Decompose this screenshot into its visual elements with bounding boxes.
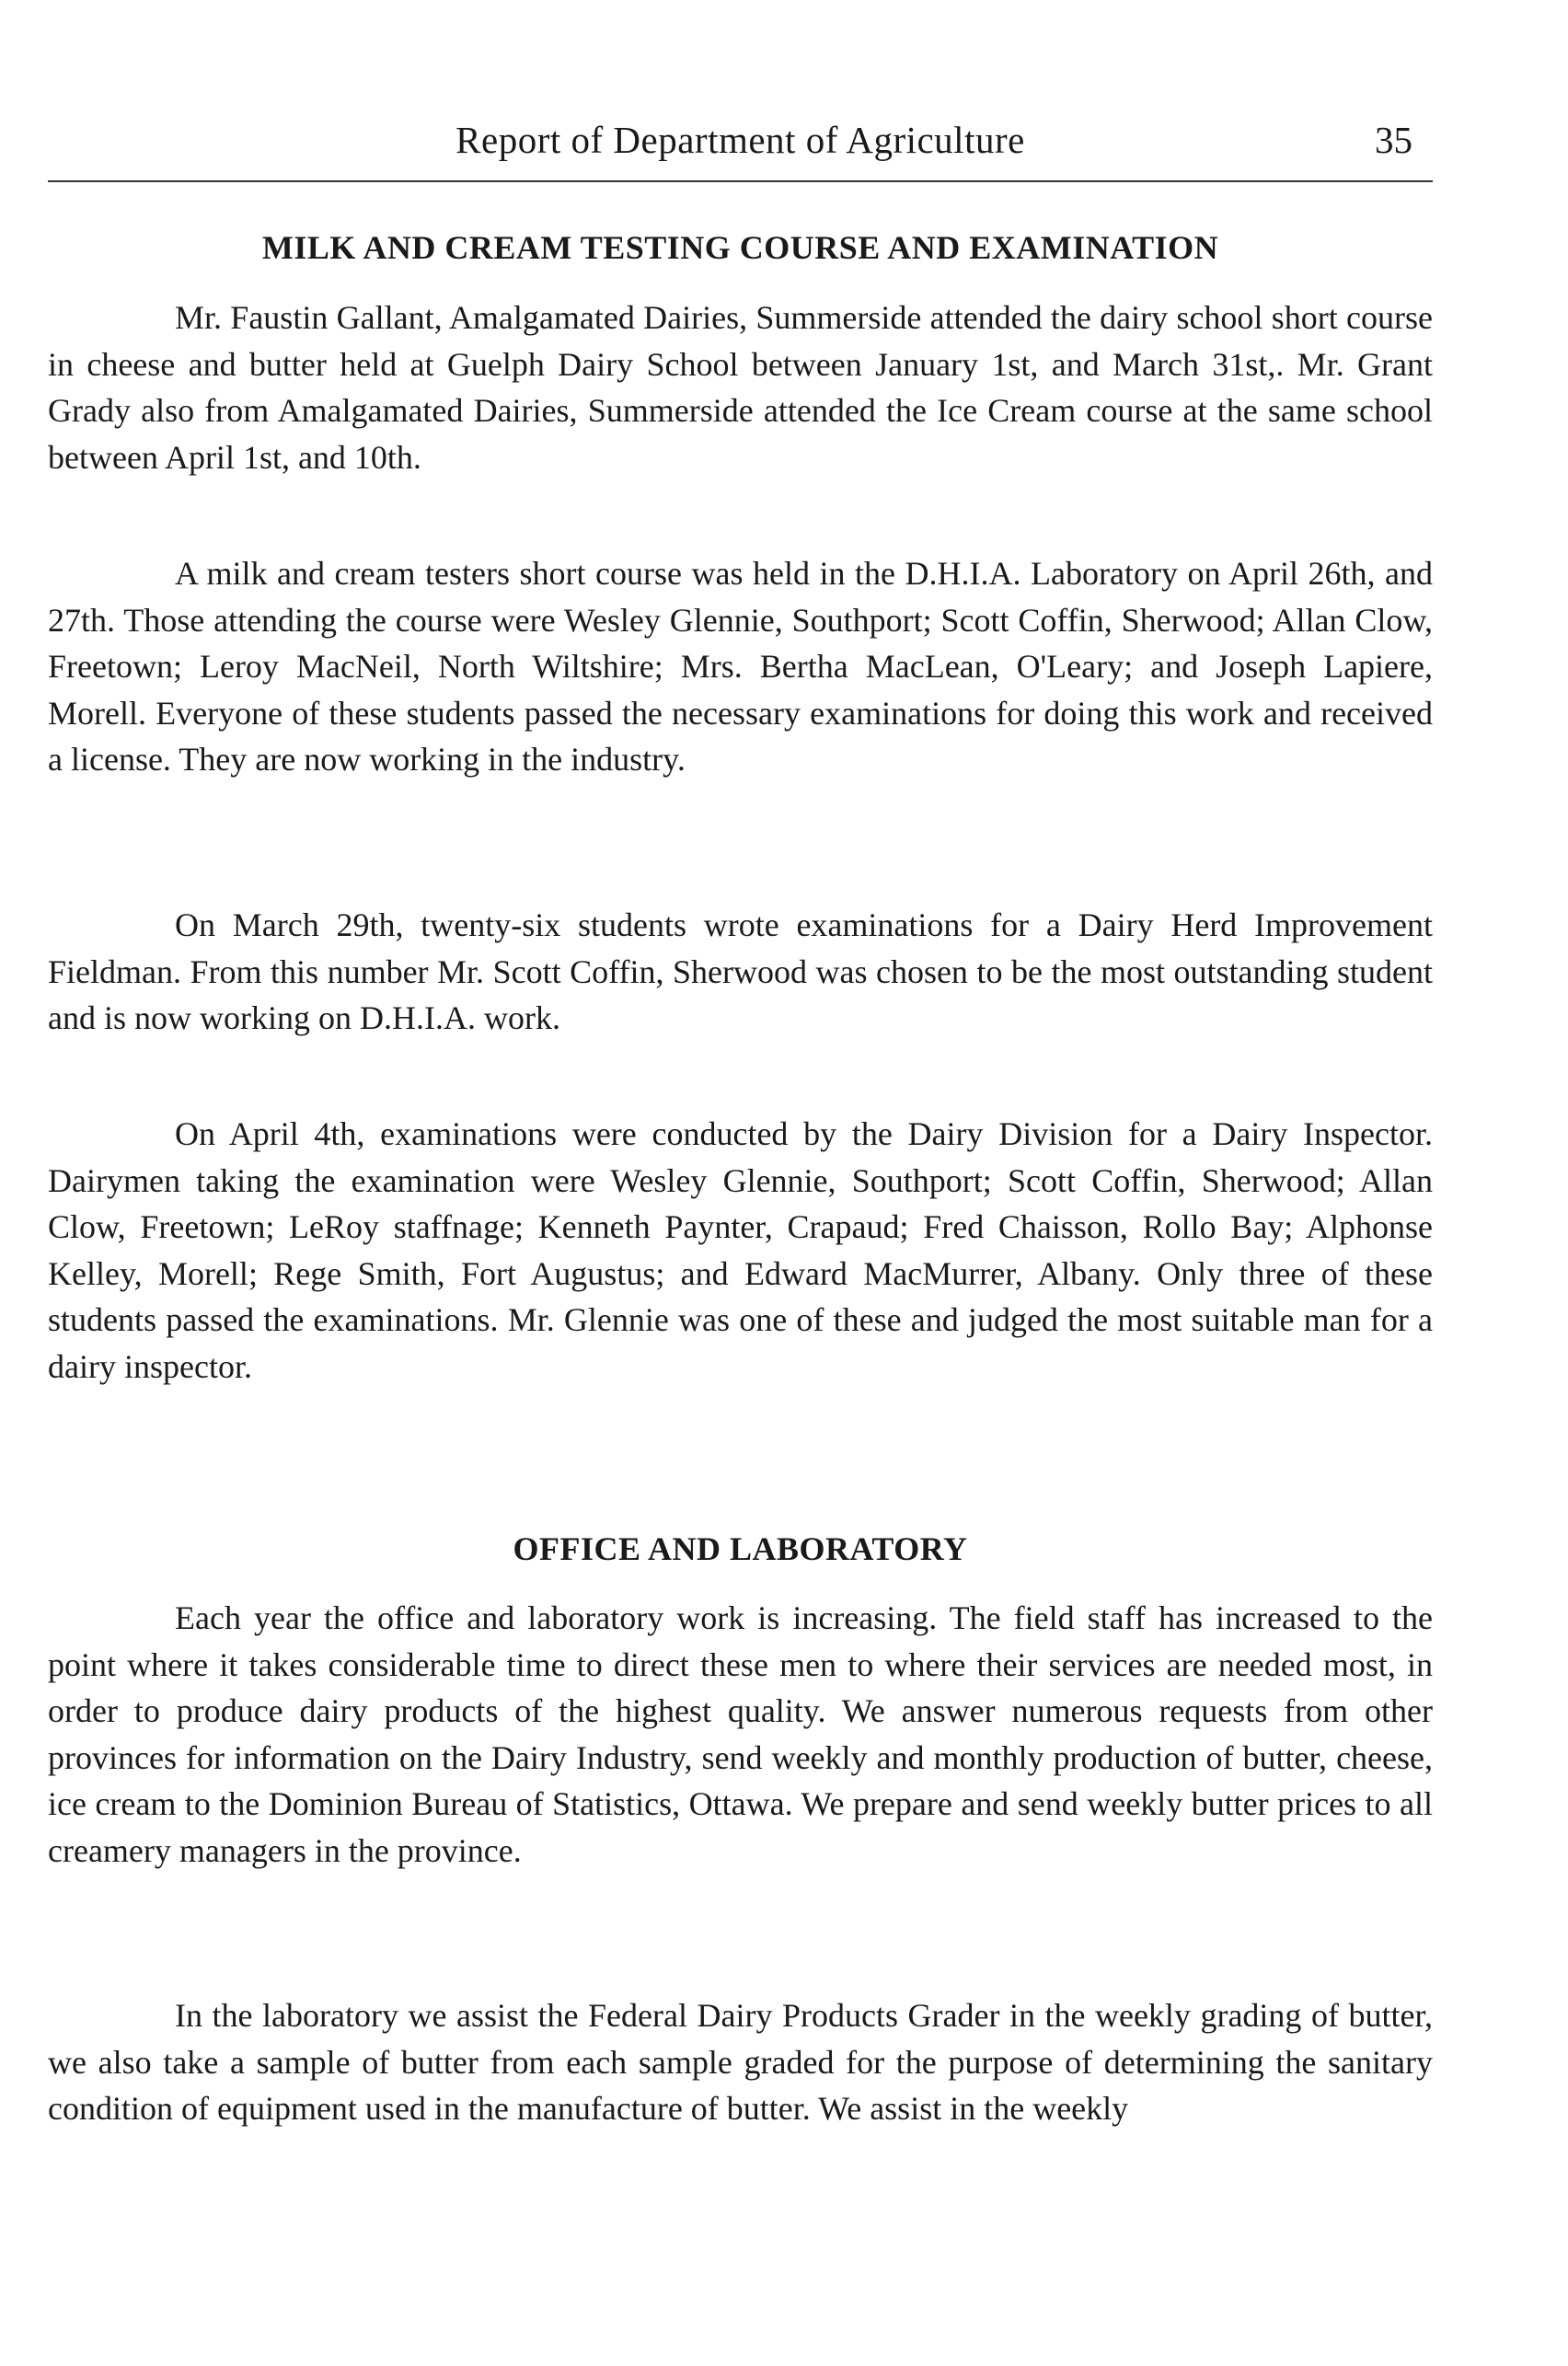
paragraph: In the laboratory we assist the Federal Dairy Products Grader in the weekly grading of butter, we also take a sample of butter from each sample graded for the purpose of determining the sanitary condition of equipment used in the manufacture of butter. We assist in the weekly xyxy=(48,1997,1433,2127)
section-heading-office-laboratory: OFFICE AND LABORATORY xyxy=(513,1530,968,1567)
paragraph: Mr. Faustin Gallant, Amalgamated Dairies, Summerside attended the dairy school short course in cheese and butter held at Guelph Dairy School between January 1st, and March 31st,. Mr. Grant Grady also from Amalgamated Dairies, Summerside attended the Ice Cream course at the same school between April 1st, and 10th. xyxy=(48,299,1433,476)
section-heading-milk-cream-testing: MILK AND CREAM TESTING COURSE AND EXAMINATION xyxy=(261,229,1219,266)
document-page xyxy=(48,0,1433,2366)
running-title: Report of Department of Agriculture xyxy=(455,119,1025,161)
running-header xyxy=(48,118,1433,166)
header-rule xyxy=(48,180,1433,182)
page-number: 35 xyxy=(1375,119,1412,161)
paragraph: A milk and cream testers short course was held in the D.H.I.A. Laboratory on April 26th, and 27th. Those attending the course were Wesley Glennie, Southport; Scott Coffin, Sherwood; Allan Clow, Freetown; Leroy MacNeil, North Wiltshire; Mrs. Bertha MacLean, O'Leary; and Joseph Lapiere, Morell. Everyone of these students passed the necessary examinations for doing this work and received a license. They are now working in the industry. xyxy=(48,555,1433,778)
paragraph: On March 29th, twenty-six students wrote examinations for a Dairy Herd Improvement Fieldman. From this number Mr. Scott Coffin, Sherwood was chosen to be the most outstanding student and is now working on D.H.I.A. work. xyxy=(48,906,1433,1036)
paragraph: Each year the office and laboratory work is increasing. The field staff has increased to the point where it takes considerable time to direct these men to where their services are needed most, in order to produce dairy products of the highest quality. We answer numerous requests from other provinces for information on the Dairy Industry, send weekly and monthly production of butter, cheese, ice cream to the Dominion Bureau of Statistics, Ottawa. We prepare and send weekly butter prices to all creamery managers in the province. xyxy=(48,1599,1433,1869)
paragraph: On April 4th, examinations were conducted by the Dairy Division for a Dairy Inspector. Dairymen taking the examination were Wesley Glennie, Southport; Scott Coffin, Sherwood; Allan Clow, Freetown; LeRoy staffnage; Kenneth Paynter, Crapaud; Fred Chaisson, Rollo Bay; Alphonse Kelley, Morell; Rege Smith, Fort Augustus; and Edward MacMurrer, Albany. Only three of these students passed the examinations. Mr. Glennie was one of these and judged the most suitable man for a dairy inspector. xyxy=(48,1115,1433,1385)
